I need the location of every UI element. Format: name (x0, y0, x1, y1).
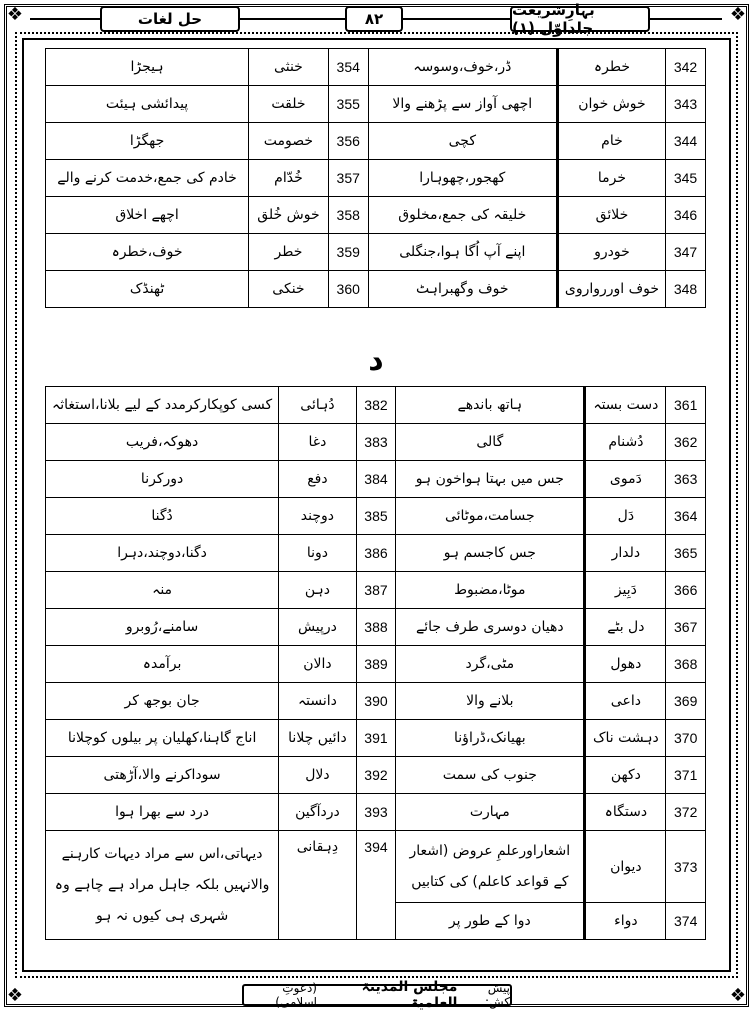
entry-meaning: مٹی،گرد (396, 646, 585, 683)
entry-meaning: دوا کے طور پر (396, 903, 585, 940)
entry-meaning: اچھی آواز سے پڑھنے والا (368, 86, 557, 123)
corner-ornament-icon: ❖ (6, 985, 24, 1006)
entry-meaning: سامنے،رُوبرو (46, 609, 279, 646)
entry-meaning: بلانے والا (396, 683, 585, 720)
entry-meaning: درد سے بھرا ہوا (46, 794, 279, 831)
entry-number: 361 (666, 387, 706, 424)
entry-meaning: دھوکہ،فریب (46, 424, 279, 461)
entry-number: 382 (356, 387, 396, 424)
entry-number: 357 (328, 160, 368, 197)
entry-number: 373 (666, 831, 706, 903)
glossary-table-khaa (45, 48, 706, 308)
entry-meaning: خوف وگھبراہٹ (368, 271, 557, 308)
entry-meaning: اچھے اخلاق (46, 197, 249, 234)
entry-number: 394 (356, 831, 396, 940)
entry-number: 365 (666, 535, 706, 572)
entry-word: دہن (279, 572, 357, 609)
header-rule (403, 18, 510, 20)
entry-number: 355 (328, 86, 368, 123)
table-row (46, 234, 706, 271)
entry-number: 390 (356, 683, 396, 720)
table-row (46, 160, 706, 197)
entry-number: 388 (356, 609, 396, 646)
entry-word: خوف اوررواروی (557, 271, 665, 308)
entry-meaning: دُگنا (46, 498, 279, 535)
entry-meaning: ڈر،خوف،وسوسہ (368, 49, 557, 86)
entry-word: دستگاہ (585, 794, 666, 831)
footer-suffix: (دعوتِ اسلامی) (275, 981, 317, 1009)
entry-word: دھول (585, 646, 666, 683)
corner-ornament-icon: ❖ (6, 4, 24, 25)
section-letter: د (368, 343, 384, 378)
entry-meaning: اناج گاہنا،کھلیان پر بیلوں کوچلانا (46, 720, 279, 757)
entry-number: 363 (666, 461, 706, 498)
entry-word: دوچند (279, 498, 357, 535)
section-title: حل لغات (100, 6, 240, 32)
entry-word: خنثی (249, 49, 329, 86)
entry-number: 344 (666, 123, 706, 160)
table-row (46, 271, 706, 308)
header-rule (650, 18, 722, 20)
entry-number: 385 (356, 498, 396, 535)
entry-word: خرما (557, 160, 665, 197)
table-row (46, 831, 706, 903)
entry-meaning: گالی (396, 424, 585, 461)
glossary-table-daal (45, 386, 706, 940)
header-rule (30, 18, 100, 20)
entry-number: 372 (666, 794, 706, 831)
page-number: ۸۲ (345, 6, 403, 32)
entry-word: دواء (585, 903, 666, 940)
entry-number: 370 (666, 720, 706, 757)
entry-meaning: جسامت،موٹائی (396, 498, 585, 535)
entry-meaning: خوف،خطرہ (46, 234, 249, 271)
table-row (46, 49, 706, 86)
entry-word: خودرو (557, 234, 665, 271)
entry-meaning: دیہاتی،اس سے مراد دیہات کارہنے والانہیں بلکہ جاہل مراد ہے چاہے وہ شہری ہی کیوں نہ ہو (46, 831, 279, 940)
entry-meaning: پیدائشی ہیئت (46, 86, 249, 123)
entry-number: 358 (328, 197, 368, 234)
entry-number: 386 (356, 535, 396, 572)
entry-meaning: بھیانک،ڈراؤنا (396, 720, 585, 757)
table-row (46, 86, 706, 123)
entry-meaning: ہیجڑا (46, 49, 249, 86)
table-row (46, 794, 706, 831)
entry-word: خنکی (249, 271, 329, 308)
entry-word: دَبِیز (585, 572, 666, 609)
entry-number: 392 (356, 757, 396, 794)
entry-number: 343 (666, 86, 706, 123)
entry-word: درپیش (279, 609, 357, 646)
entry-word: دلال (279, 757, 357, 794)
entry-word: دِہقانی (279, 831, 357, 940)
entry-word: دل بٹے (585, 609, 666, 646)
entry-word: دہشت ناک (585, 720, 666, 757)
entry-word: خوش خُلق (249, 197, 329, 234)
entry-number: 347 (666, 234, 706, 271)
entry-number: 391 (356, 720, 396, 757)
book-title: بہارِشریعت جلداوّل (۱) (510, 6, 650, 32)
entry-word: دیوان (585, 831, 666, 903)
entry-word: دَموی (585, 461, 666, 498)
table-row (46, 535, 706, 572)
entry-number: 364 (666, 498, 706, 535)
entry-meaning: اپنے آپ اُگا ہوا،جنگلی (368, 234, 557, 271)
entry-meaning: خلیقہ کی جمع،مخلوق (368, 197, 557, 234)
entry-meaning: جس میں بہتا ہواخون ہو (396, 461, 585, 498)
footer-prefix: پیش کش: (484, 981, 510, 1009)
entry-meaning: خادم کی جمع،خدمت کرنے والے (46, 160, 249, 197)
entry-meaning: کسی کوپکارکرمدد کے لیے بلانا،استغاثہ (46, 387, 279, 424)
table-row (46, 461, 706, 498)
entry-word: دغا (279, 424, 357, 461)
entry-number: 360 (328, 271, 368, 308)
entry-word: دفع (279, 461, 357, 498)
entry-meaning: سوداکرنے والا،آڑھتی (46, 757, 279, 794)
entry-number: 356 (328, 123, 368, 160)
footer-publisher (242, 979, 512, 1011)
table-row (46, 720, 706, 757)
entry-word: دست بستہ (585, 387, 666, 424)
entry-meaning: منہ (46, 572, 279, 609)
entry-number: 367 (666, 609, 706, 646)
entry-number: 369 (666, 683, 706, 720)
entry-number: 342 (666, 49, 706, 86)
entry-number: 384 (356, 461, 396, 498)
entry-number: 354 (328, 49, 368, 86)
table-row (46, 572, 706, 609)
entry-number: 345 (666, 160, 706, 197)
entry-word: خوش خوان (557, 86, 665, 123)
entry-word: خلائق (557, 197, 665, 234)
entry-meaning: دھیان دوسری طرف جائے (396, 609, 585, 646)
entry-meaning: برآمدہ (46, 646, 279, 683)
table-row (46, 123, 706, 160)
table-row (46, 424, 706, 461)
entry-word: دَل (585, 498, 666, 535)
entry-word: دکھن (585, 757, 666, 794)
entry-number: 348 (666, 271, 706, 308)
entry-word: دونا (279, 535, 357, 572)
entry-word: دُہائی (279, 387, 357, 424)
entry-meaning: ٹھنڈک (46, 271, 249, 308)
entry-meaning: کچی (368, 123, 557, 160)
entry-number: 383 (356, 424, 396, 461)
entry-word: داعی (585, 683, 666, 720)
entry-word: دلدار (585, 535, 666, 572)
corner-ornament-icon: ❖ (729, 985, 747, 1006)
entry-number: 368 (666, 646, 706, 683)
table-row (46, 646, 706, 683)
entry-word: خلقت (249, 86, 329, 123)
entry-meaning: جھگڑا (46, 123, 249, 160)
entry-meaning: دگنا،دوچند،دہرا (46, 535, 279, 572)
entry-number: 371 (666, 757, 706, 794)
entry-word: خصومت (249, 123, 329, 160)
entry-word: دالان (279, 646, 357, 683)
entry-word: خام (557, 123, 665, 160)
table-row (46, 498, 706, 535)
entry-word: خطر (249, 234, 329, 271)
entry-meaning: جس کاجسم ہو (396, 535, 585, 572)
entry-meaning: دورکرنا (46, 461, 279, 498)
entry-word: دائیں چلانا (279, 720, 357, 757)
table-row (46, 757, 706, 794)
footer-org: مجلس المدینۃ العلمیۃ (361, 979, 458, 1011)
entry-number: 366 (666, 572, 706, 609)
entry-meaning: موٹا،مضبوط (396, 572, 585, 609)
entry-number: 374 (666, 903, 706, 940)
table-row (46, 197, 706, 234)
table-row (46, 387, 706, 424)
entry-meaning: جنوب کی سمت (396, 757, 585, 794)
entry-meaning: کھجور،چھوہارا (368, 160, 557, 197)
entry-word: دردآگین (279, 794, 357, 831)
entry-number: 387 (356, 572, 396, 609)
entry-word: دُشنام (585, 424, 666, 461)
entry-meaning: مہارت (396, 794, 585, 831)
entry-word: خُدّام (249, 160, 329, 197)
entry-number: 393 (356, 794, 396, 831)
entry-meaning: اشعاراورعلمِ عروض (اشعار کے قواعد کاعلم) کی کتابیں (396, 831, 585, 903)
entry-number: 362 (666, 424, 706, 461)
header-rule (240, 18, 345, 20)
entry-number: 359 (328, 234, 368, 271)
table-row (46, 683, 706, 720)
entry-number: 389 (356, 646, 396, 683)
entry-word: دانستہ (279, 683, 357, 720)
table-row (46, 609, 706, 646)
entry-number: 346 (666, 197, 706, 234)
entry-word: خطرہ (557, 49, 665, 86)
entry-meaning: ہاتھ باندھے (396, 387, 585, 424)
entry-meaning: جان بوجھ کر (46, 683, 279, 720)
corner-ornament-icon: ❖ (729, 4, 747, 25)
